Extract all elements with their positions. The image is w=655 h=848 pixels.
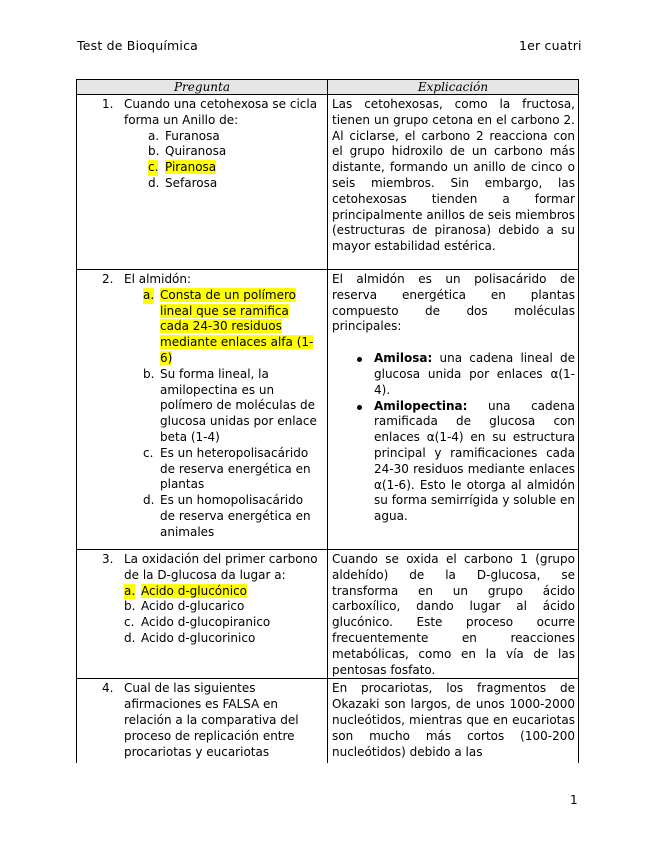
bullet-item: Amilopectina: una cadena ramificada de glucosa con enlaces α(1-4) en su estructura principal y ramificaciones cada 24-30 residuos mediante enlaces α(1-6). Esto le otorga al almidón su forma semirrígida y soluble en agua. (374, 399, 575, 525)
option-list (77, 129, 327, 192)
question-cell (77, 679, 328, 763)
explanation-text: El almidón es un polisacárido de reserva energética en plantas compuesto de dos moléculas principales: (332, 272, 575, 334)
option-item: c. Acido d-glucopiranico (124, 615, 271, 630)
explanation-cell (328, 679, 579, 763)
option-item-correct: a. Consta de un polímero lineal que se ramifica cada 24-30 residuos mediante enlaces alfa (1-6) (143, 287, 314, 365)
explanation-bullet-list (332, 351, 575, 525)
option-list (77, 584, 327, 647)
option-item: d. Es un homopolisacárido de reserva energética en animales (143, 493, 311, 539)
column-header-explicacion: Explicación (328, 80, 579, 95)
question-stem: Cuando una cetohexosa se cicla forma un Anillo de: (124, 97, 318, 127)
bullet-icon (357, 357, 362, 362)
question-stem: Cual de las siguientes afirmaciones es FALSA en relación a la comparativa del proceso de replicación entre procariotas y eucariotas (124, 681, 299, 759)
question-number: 1. (102, 97, 114, 111)
table-row (77, 679, 579, 763)
question-cell (77, 95, 328, 270)
bullet-icon (357, 405, 362, 410)
page-number: 1 (570, 793, 578, 807)
option-item-correct: c. Piranosa (148, 160, 217, 175)
option-item: b. Acido d-glucarico (124, 599, 245, 614)
explanation-cell (328, 550, 579, 679)
question-cell (77, 270, 328, 550)
explanation-text: Las cetohexosas, como la fructosa, tienen un grupo cetona en el carbono 2. Al ciclarse, el carbono 2 reacciona con el grupo hidroxilo de un carbono más distante, formando un anillo de cinco o seis miembros. Sin embargo, las cetohexosas tienden a formar principalmente anillos de seis miembros (estructuras de piranosa) debido a su mayor estabilidad estérica. (332, 97, 575, 254)
table-header-row (77, 80, 579, 95)
table-row (77, 270, 579, 550)
question-stem: El almidón: (124, 272, 192, 286)
table-row (77, 95, 579, 270)
option-item: d. Acido d-glucorinico (124, 630, 256, 645)
document-title: Test de Bioquímica (77, 38, 198, 53)
question-number: 3. (102, 552, 114, 566)
table-row (77, 550, 579, 679)
question-cell (77, 550, 328, 679)
option-item: b. Su forma lineal, la amilopectina es un polímero de moléculas de glucosa unidas por enlace beta (1-4) (143, 366, 317, 444)
option-list (77, 288, 327, 541)
explanation-text: En procariotas, los fragmentos de Okazaki son largos, de unos 1000-2000 nucleótidos, mientras que en eucariotas son mucho más cortos (100-200 nucleótidos) debido a las (332, 681, 575, 759)
option-item: c. Es un heteropolisacárido de reserva energética en plantas (143, 445, 311, 492)
question-table (76, 79, 579, 763)
bullet-item: Amilosa: una cadena lineal de glucosa unida por enlaces α(1-4). (374, 351, 575, 398)
option-item-correct: a. Acido d-glucónico (124, 583, 248, 598)
document-term: 1er cuatri (519, 38, 582, 53)
option-item: a. Furanosa (148, 128, 220, 143)
question-stem: La oxidación del primer carbono de la D-glucosa da lugar a: (124, 552, 318, 582)
column-header-pregunta: Pregunta (77, 80, 328, 95)
explanation-text: Cuando se oxida el carbono 1 (grupo aldehído) de la D-glucosa, se transforma en un grupo ácido carboxílico, dando lugar al ácido glucónico. Este proceso ocurre frecuentemente en reacciones metabólicas, como en la vía de las pentosas fosfato. (332, 552, 575, 677)
option-item: d. Sefarosa (148, 175, 218, 190)
explanation-cell (328, 270, 579, 550)
explanation-cell (328, 95, 579, 270)
question-number: 4. (102, 681, 114, 696)
option-item: b. Quiranosa (148, 144, 227, 159)
question-number: 2. (102, 272, 114, 286)
